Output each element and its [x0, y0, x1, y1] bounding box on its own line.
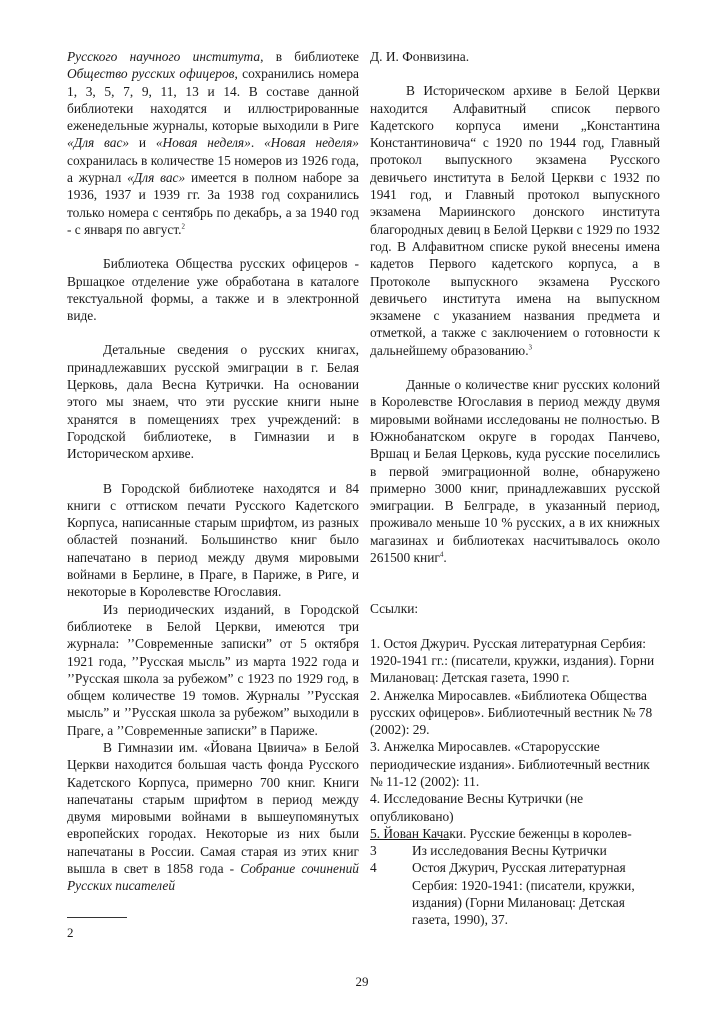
- paragraph: [67, 739, 359, 895]
- italic-text: «Новая неделя»: [155, 135, 251, 151]
- paragraph: Библиотека Общества русских офицеров - Вршацкое отделение уже обработана в каталоге текстуальной формы, а также и в электронной виде.: [67, 256, 359, 324]
- reference-item: 2. Анжелка Миросавлев. «Библиотека Общества русских офицеров». Библиотечный вестник № 78 (2002): 29.: [370, 687, 653, 738]
- text: и: [129, 135, 156, 151]
- text: имеется в полном наборе за 1936, 1937 и 1939 гг. За 1938 год сохранились только номера с сентябрь по декабрь, а за 1940 год - с января по август.: [67, 170, 359, 237]
- footnote-number: 3: [370, 843, 377, 859]
- paragraph: В Городской библиотеке находятся и 84 книги с оттиском печати Русского Кадетского Корпуса, написанные старым шрифтом, из разных областей познаний. Большинство книг было напечатано в период между двумя мировыми войнами в Берлине, в Праге, в Париже, в Риге, и некоторые в Королевстве Югославия.: [67, 480, 359, 600]
- references-title: Ссылки:: [370, 601, 419, 617]
- text: .: [250, 135, 264, 151]
- italic-text: «Для вас»: [127, 170, 186, 186]
- text: сохранилась в количестве 15 номеров из 1926 года, а журнал: [67, 152, 359, 186]
- paragraph: Д. И. Фонвизина.: [370, 49, 470, 64]
- footnote-text: Остоя Джурич, Русская литературная Сербия: 1920-1941: (писатели, кружки, издания) (Горни Милановац: Детская газета, 1990), 37.: [412, 860, 635, 928]
- paragraph: Детальные сведения о русских книгах, принадлежавших русской эмиграции в г. Белая Церковь, дала Весна Кутрички. На основании этого мы знаем, что эти русские книги ныне хранятся в помещениях трех учреждений: в Городской библиотеке, в Гимназии и в Историческом архиве.: [67, 342, 359, 462]
- page-number: 29: [355, 974, 369, 989]
- text: .: [443, 550, 447, 566]
- text: , сохранились номера 1, 3, 5, 7, 9, 11, 13 и 14. В составе данной библиотеки находятся и иллюстрированные еженедельные журналы, которые выходили в Риге: [67, 66, 359, 134]
- text: В Историческом архиве в Белой Церкви находится Алфавитный список первого Кадетского корпуса имени „Константина Константиновича“ с 1920 по 1944 год, Главный протокол выпускного экзамена Русского девичьего института в Белой Церкви с 1932 по 1941 год, и Главный протокол выпускного экзамена Мариинского донского института благородных девиц в Белой Церкви с 1929 по 1932 год. В Алфавитном списке рукой внесены имена кадетов Первого кадетского корпуса, а в Протоколе выпускного экзамена Русского девичьего института имена на выпускном экзамене с указанием названия предмета и отметкой, а также с заключением о готовности к дальнейшему образованию.: [370, 83, 660, 358]
- italic-text: Собрание сочинений Русских писателей: [67, 861, 359, 894]
- paragraph: Из периодических изданий, в Городской библиотеке в Белой Церкви, имеются три журнала: ’’Современные записки” от 5 октября 1921 года, ’’Русская мысль” из марта 1922 года и ’’Русская школа за рубежом” с 1923 по 1929 год, в общем количестве 19 томов. Журналы ’’Русская мысль” и ’’Русская школа за рубежом” выходили в Праге, а ’’Современные записки” в Париже.: [67, 601, 359, 738]
- paragraph: [67, 48, 359, 238]
- footnote-rule: [67, 917, 127, 918]
- footnote: [370, 842, 660, 859]
- text: Данные о количестве книг русских колоний в Королевстве Югославия в период между двумя мировыми войнами исследованы не полностью. В Южнобанатском округе в городах Панчево, Вршац и Белая Церковь, куда русские поселились в первой эмиграционной волне, обнаружено примерно 3000 книг, принадлежавших русской эмиграции. В Белграде, в указанный период, проживало меньше 10 % русских, а в их книжных магазинах и библиотеках насчитывалось около 261500 книг: [370, 377, 660, 566]
- footnote-text: Из исследования Весны Кутрички: [412, 843, 607, 859]
- footnote-number: 2: [67, 925, 74, 940]
- text: В Гимназии им. «Йована Цвиича» в Белой Церкви находится большая часть фонда Русского Кадетского Корпуса, примерно 700 книг. Книги напечатаны старым шрифтом в период между двумя мировыми войнами в вышеупомянутых европейских городах. Некоторые из них были напечатаны в России. Самая старая из этих книг вышла в свет в 1858 года -: [67, 739, 359, 877]
- reference-item: [370, 825, 660, 842]
- footnote-ref: 4: [439, 550, 444, 559]
- italic-text: Русского научного института: [67, 49, 261, 64]
- paragraph: [370, 82, 660, 359]
- footnote-number: 4: [370, 860, 377, 876]
- footnote-ref: 3: [528, 343, 533, 352]
- text: , в библиотеке: [260, 49, 360, 64]
- text: 5. Йован Кача: [370, 825, 450, 841]
- italic-text: «Для вас»: [67, 135, 130, 151]
- left-column: [67, 48, 359, 895]
- italic-text: Общество русских офицеров: [67, 66, 235, 82]
- right-column: [370, 48, 660, 929]
- text: ки. Русские беженцы в королев-: [449, 825, 632, 841]
- footnote: [370, 859, 660, 928]
- reference-item: 3. Анжелка Миросавлев. «Старорусские периодические издания». Библиотечный вестник № 11-12 (2002): 11.: [370, 739, 650, 789]
- italic-text: «Новая неделя»: [263, 135, 359, 151]
- reference-item: 1. Остоя Джурич. Русская литературная Сербия: 1920-1941 гг.: (писатели, кружки, издания). Горни Милановац: Детская газета, 1990 г.: [370, 635, 655, 686]
- references: [370, 600, 660, 928]
- paragraph: [370, 376, 660, 566]
- reference-item: 4. Исследование Весны Кутрички (не опубликовано): [370, 791, 584, 824]
- footnote-ref: 2: [181, 222, 186, 231]
